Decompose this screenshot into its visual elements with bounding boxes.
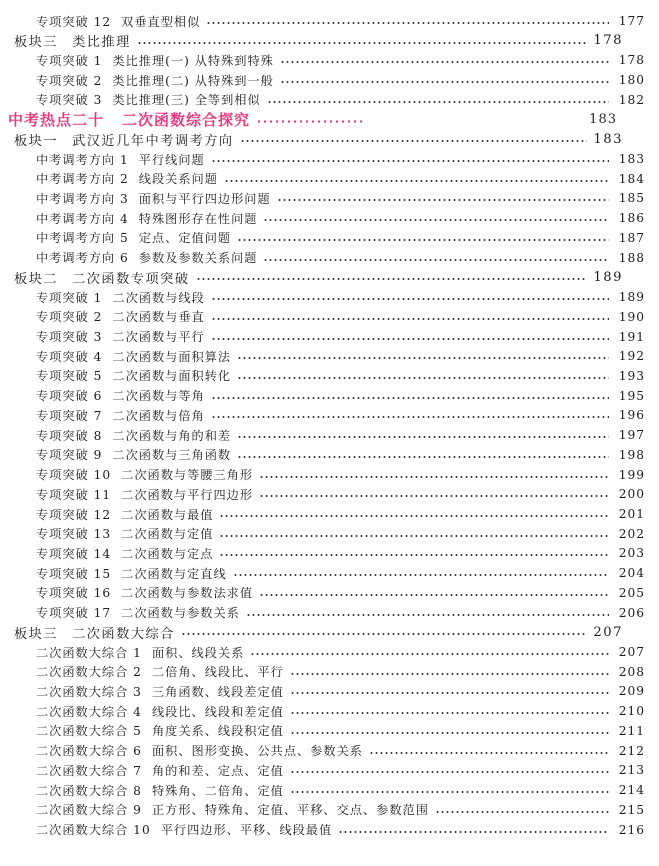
entry-number: 中考调考方向 5 bbox=[36, 231, 129, 246]
page-number: 199 bbox=[618, 467, 645, 482]
toc-entry[interactable] bbox=[0, 760, 659, 780]
toc-entry[interactable] bbox=[0, 603, 659, 623]
entry-title: 平行四边形、平移、线段最值 bbox=[160, 823, 333, 838]
toc-entry[interactable] bbox=[0, 780, 659, 800]
toc-entry[interactable] bbox=[0, 11, 659, 31]
toc-entry[interactable] bbox=[0, 741, 659, 761]
toc-entry[interactable] bbox=[0, 307, 659, 327]
toc-entry[interactable] bbox=[0, 642, 659, 662]
toc-entry[interactable] bbox=[0, 327, 659, 347]
entry-number: 专项突破 10 bbox=[36, 468, 112, 483]
dot-leader bbox=[259, 476, 609, 478]
page-number: 211 bbox=[618, 723, 645, 738]
entry-title: 线段关系问题 bbox=[138, 172, 218, 187]
page-number: 177 bbox=[618, 14, 645, 28]
dot-leader bbox=[290, 771, 609, 773]
entry-title: 二次函数与参数关系 bbox=[121, 606, 240, 621]
dot-leader bbox=[435, 811, 609, 813]
entry-number: 中考调考方向 6 bbox=[36, 251, 129, 266]
dot-leader bbox=[224, 180, 609, 182]
toc-chapter-entry[interactable] bbox=[0, 110, 631, 130]
entry-number: 专项突破 11 bbox=[36, 487, 112, 502]
entry-title: 二次函数与倍角 bbox=[112, 408, 205, 423]
page-number: 178 bbox=[593, 33, 623, 49]
entry-number: 专项突破 2 bbox=[36, 310, 103, 325]
entry-number: 专项突破 15 bbox=[36, 566, 112, 581]
entry-title: 正方形、特殊角、定值、平移、交点、参数范围 bbox=[151, 803, 429, 818]
entry-number: 专项突破 16 bbox=[36, 586, 112, 601]
page-number: 216 bbox=[618, 822, 645, 837]
toc-entry[interactable] bbox=[0, 287, 659, 307]
entry-title: 二次函数与面积转化 bbox=[112, 369, 232, 384]
page-number: 215 bbox=[618, 802, 645, 817]
entry-number: 二次函数大综合 10 bbox=[36, 823, 151, 838]
dot-leader bbox=[237, 239, 609, 241]
dot-leader bbox=[290, 673, 609, 675]
entry-number: 专项突破 4 bbox=[36, 349, 103, 364]
toc-section-entry[interactable] bbox=[0, 622, 637, 642]
entry-number: 板块一 bbox=[14, 133, 59, 149]
dot-leader bbox=[233, 574, 609, 576]
entry-number: 二次函数大综合 1 bbox=[36, 645, 142, 660]
entry-title: 二倍角、线段比、平行 bbox=[151, 665, 284, 680]
entry-number: 专项突破 7 bbox=[36, 408, 103, 423]
page-number: 210 bbox=[618, 704, 645, 719]
dot-leader bbox=[237, 377, 609, 379]
toc-entry[interactable] bbox=[0, 583, 659, 603]
entry-number: 二次函数大综合 7 bbox=[36, 763, 142, 778]
dot-leader bbox=[256, 120, 364, 123]
entry-title: 类比推理(二) 从特殊到一般 bbox=[112, 73, 274, 88]
page-number: 208 bbox=[618, 664, 645, 679]
page-number: 213 bbox=[618, 763, 645, 778]
toc-entry[interactable] bbox=[0, 425, 659, 445]
dot-leader bbox=[290, 712, 609, 714]
toc-entry[interactable] bbox=[0, 188, 659, 208]
entry-number: 专项突破 12 bbox=[36, 14, 112, 29]
entry-number: 二次函数大综合 3 bbox=[36, 684, 142, 699]
entry-title: 二次函数与角的和差 bbox=[112, 428, 232, 443]
entry-number: 二次函数大综合 5 bbox=[36, 724, 142, 739]
entry-title: 线段比、线段和差定值 bbox=[151, 704, 284, 719]
toc-entry[interactable] bbox=[0, 248, 659, 268]
toc-entry[interactable] bbox=[0, 701, 659, 721]
entry-number: 板块二 bbox=[14, 271, 59, 287]
toc-entry[interactable] bbox=[0, 346, 659, 366]
dot-leader bbox=[237, 357, 609, 359]
page-number: 212 bbox=[618, 743, 645, 758]
entry-number: 专项突破 3 bbox=[36, 330, 103, 345]
page-number: 191 bbox=[618, 329, 645, 344]
page-number: 195 bbox=[618, 388, 645, 403]
page-number: 182 bbox=[618, 92, 645, 107]
dot-leader bbox=[237, 456, 609, 458]
page-number: 209 bbox=[618, 684, 645, 699]
entry-number: 二次函数大综合 8 bbox=[36, 783, 142, 798]
dot-leader bbox=[237, 436, 609, 438]
page-number: 205 bbox=[618, 585, 645, 600]
entry-number: 专项突破 8 bbox=[36, 428, 103, 443]
dot-leader bbox=[263, 219, 609, 221]
entry-title: 二次函数与垂直 bbox=[112, 310, 205, 325]
page-number: 183 bbox=[589, 112, 617, 128]
toc-entry[interactable] bbox=[0, 169, 659, 189]
page-number: 207 bbox=[593, 624, 623, 640]
entry-title: 二次函数专项突破 bbox=[72, 271, 190, 287]
toc-entry[interactable] bbox=[0, 366, 659, 386]
entry-title: 三角函数、线段差定值 bbox=[151, 684, 284, 699]
page-number: 184 bbox=[618, 171, 645, 186]
dot-leader bbox=[277, 199, 609, 201]
page-number: 206 bbox=[618, 605, 645, 620]
toc-entry[interactable] bbox=[0, 820, 659, 840]
dot-leader bbox=[338, 831, 609, 833]
toc-entry[interactable] bbox=[0, 563, 659, 583]
dot-leader bbox=[263, 259, 609, 261]
page-number: 204 bbox=[618, 566, 645, 581]
dot-leader bbox=[290, 732, 609, 734]
dot-leader bbox=[211, 397, 609, 399]
entry-number: 板块三 bbox=[14, 35, 59, 51]
entry-title: 面积、图形变换、公共点、参数关系 bbox=[151, 744, 363, 759]
entry-number: 专项突破 17 bbox=[36, 606, 112, 621]
entry-number: 专项突破 3 bbox=[36, 93, 103, 108]
entry-title: 面积、线段关系 bbox=[151, 645, 245, 660]
entry-title: 二次函数与三角函数 bbox=[112, 448, 232, 463]
dot-leader bbox=[219, 554, 609, 556]
dot-leader bbox=[259, 594, 609, 596]
toc-section-entry[interactable] bbox=[0, 31, 637, 51]
entry-title: 角度关系、线段积定值 bbox=[151, 724, 284, 739]
entry-number: 中考调考方向 4 bbox=[36, 211, 129, 226]
dot-leader bbox=[211, 416, 609, 418]
entry-number: 专项突破 2 bbox=[36, 73, 103, 88]
toc-entry[interactable] bbox=[0, 800, 659, 820]
dot-leader bbox=[137, 42, 587, 44]
entry-title: 二次函数与定值 bbox=[121, 527, 214, 542]
entry-title: 二次函数与参数法求值 bbox=[121, 586, 254, 601]
toc-entry[interactable] bbox=[0, 543, 659, 563]
entry-title: 二次函数与定直线 bbox=[121, 566, 227, 581]
entry-title: 类比推理(三) 全等到相似 bbox=[112, 93, 261, 108]
entry-number: 专项突破 12 bbox=[36, 507, 112, 522]
entry-title: 平行线问题 bbox=[138, 152, 205, 167]
entry-number: 二次函数大综合 6 bbox=[36, 744, 142, 759]
entry-title: 二次函数与等腰三角形 bbox=[121, 468, 254, 483]
toc-entry[interactable] bbox=[0, 681, 659, 701]
page-number: 214 bbox=[618, 783, 645, 798]
entry-number: 专项突破 13 bbox=[36, 527, 112, 542]
dot-leader bbox=[211, 338, 609, 340]
entry-title: 类比推理(一) 从特殊到特殊 bbox=[112, 53, 274, 68]
dot-leader bbox=[211, 160, 609, 162]
entry-title: 二次函数与平行四边形 bbox=[121, 487, 254, 502]
toc-entry[interactable] bbox=[0, 721, 659, 741]
dot-leader bbox=[290, 791, 609, 793]
toc-entry[interactable] bbox=[0, 504, 659, 524]
page-number: 178 bbox=[618, 53, 645, 68]
entry-title: 二次函数与线段 bbox=[112, 290, 205, 305]
entry-number: 专项突破 1 bbox=[36, 290, 103, 305]
dot-leader bbox=[211, 298, 609, 300]
dot-leader bbox=[211, 318, 609, 320]
dot-leader bbox=[280, 81, 609, 83]
page-number: 185 bbox=[618, 191, 645, 206]
entry-number: 专项突破 9 bbox=[36, 448, 103, 463]
page-number: 196 bbox=[618, 408, 645, 423]
toc-entry[interactable] bbox=[0, 90, 659, 110]
dot-leader bbox=[290, 692, 609, 694]
toc-entry[interactable] bbox=[0, 405, 659, 425]
toc-entry[interactable] bbox=[0, 149, 659, 169]
toc-entry[interactable] bbox=[0, 386, 659, 406]
entry-number: 中考调考方向 3 bbox=[36, 191, 129, 206]
dot-leader bbox=[280, 61, 609, 63]
page-number: 183 bbox=[593, 131, 623, 147]
entry-title: 二次函数大综合 bbox=[72, 626, 175, 642]
toc-entry[interactable] bbox=[0, 208, 659, 228]
entry-number: 中考热点二十 bbox=[8, 111, 105, 130]
dot-leader bbox=[219, 515, 609, 517]
entry-number: 二次函数大综合 2 bbox=[36, 665, 142, 680]
entry-title: 武汉近几年中考调考方向 bbox=[72, 133, 234, 149]
entry-title: 二次函数与等角 bbox=[112, 389, 205, 404]
entry-title: 特殊角、二倍角、定值 bbox=[151, 783, 284, 798]
page-number: 187 bbox=[618, 230, 645, 245]
page-number: 190 bbox=[618, 309, 645, 324]
entry-number: 板块三 bbox=[14, 626, 59, 642]
entry-number: 中考调考方向 1 bbox=[36, 152, 129, 167]
toc-section-entry[interactable] bbox=[0, 129, 637, 149]
dot-leader bbox=[259, 495, 609, 497]
page-number: 180 bbox=[618, 73, 645, 88]
entry-title: 二次函数与面积算法 bbox=[112, 349, 232, 364]
page-number: 200 bbox=[618, 487, 645, 502]
page-number: 189 bbox=[593, 269, 623, 285]
dot-leader bbox=[206, 22, 609, 24]
dot-leader bbox=[181, 633, 587, 635]
dot-leader bbox=[369, 752, 609, 754]
entry-title: 角的和差、定点、定值 bbox=[151, 763, 284, 778]
entry-number: 专项突破 6 bbox=[36, 389, 103, 404]
entry-number: 二次函数大综合 4 bbox=[36, 704, 142, 719]
toc-entry[interactable] bbox=[0, 445, 659, 465]
entry-title: 参数及参数关系问题 bbox=[138, 251, 258, 266]
entry-title: 类比推理 bbox=[72, 35, 131, 51]
entry-title: 二次函数与定点 bbox=[121, 546, 214, 561]
entry-title: 定点、定值问题 bbox=[138, 231, 232, 246]
page-number: 192 bbox=[618, 349, 645, 364]
page-number: 183 bbox=[618, 152, 645, 167]
toc-entry[interactable] bbox=[0, 70, 659, 90]
toc-entry[interactable] bbox=[0, 228, 659, 248]
entry-number: 二次函数大综合 9 bbox=[36, 803, 142, 818]
entry-title: 二次函数与平行 bbox=[112, 330, 205, 345]
dot-leader bbox=[240, 140, 587, 142]
page-number: 203 bbox=[618, 546, 645, 561]
entry-title: 二次函数与最值 bbox=[121, 507, 214, 522]
toc-entry[interactable] bbox=[0, 524, 659, 544]
page-number: 202 bbox=[618, 526, 645, 541]
page-number: 193 bbox=[618, 368, 645, 383]
page-number: 198 bbox=[618, 447, 645, 462]
page-number: 201 bbox=[618, 507, 645, 521]
toc-entry[interactable] bbox=[0, 662, 659, 682]
page-number: 188 bbox=[618, 250, 645, 265]
toc-section-entry[interactable] bbox=[0, 267, 637, 287]
dot-leader bbox=[219, 535, 609, 537]
entry-title: 特殊图形存在性问题 bbox=[138, 211, 258, 226]
page-number: 186 bbox=[618, 211, 645, 226]
page-number: 207 bbox=[618, 645, 645, 660]
entry-title: 面积与平行四边形问题 bbox=[138, 191, 271, 206]
toc-entry[interactable] bbox=[0, 465, 659, 485]
entry-number: 专项突破 5 bbox=[36, 369, 103, 384]
page-number: 197 bbox=[618, 428, 645, 443]
toc-entry[interactable] bbox=[0, 484, 659, 504]
dot-leader bbox=[246, 614, 609, 616]
entry-title: 二次函数综合探究 bbox=[122, 111, 251, 130]
entry-number: 专项突破 1 bbox=[36, 53, 103, 68]
entry-number: 专项突破 14 bbox=[36, 546, 112, 561]
dot-leader bbox=[196, 278, 587, 280]
dot-leader bbox=[250, 653, 609, 655]
entry-title: 双垂直型相似 bbox=[121, 14, 201, 29]
page-number: 189 bbox=[618, 290, 645, 305]
entry-number: 中考调考方向 2 bbox=[36, 172, 129, 187]
toc-entry[interactable] bbox=[0, 50, 659, 70]
dot-leader bbox=[267, 101, 609, 103]
